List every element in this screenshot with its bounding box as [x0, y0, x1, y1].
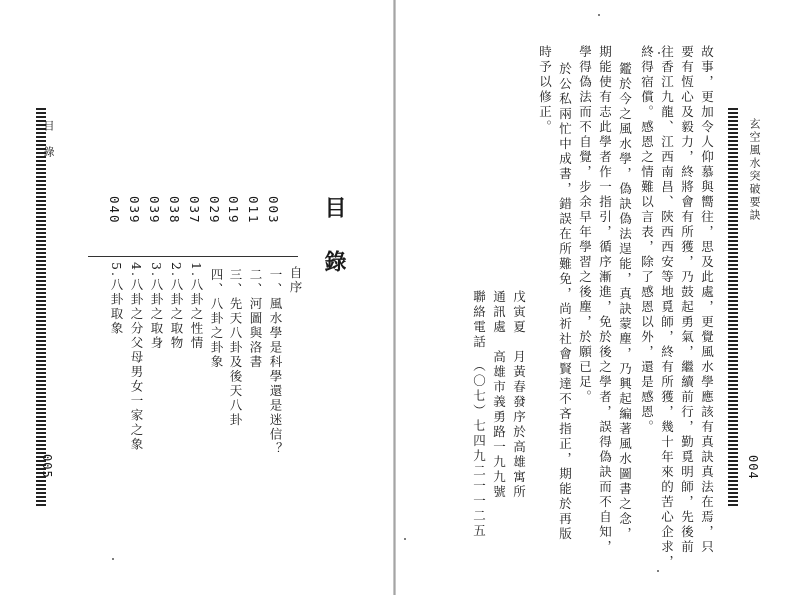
speck: [658, 52, 660, 54]
preface-column: 要有恆心及毅力，終將會有所獲，乃鼓起勇氣，繼續前行，勤覓明師，先後前: [679, 45, 695, 555]
toc-page-number: 039: [127, 196, 142, 225]
toc-page-number: 038: [167, 196, 182, 225]
toc-page-number: 037: [187, 196, 202, 225]
right-side-tab: 玄空風水突破要訣: [748, 118, 761, 222]
toc-preface: 自序: [288, 266, 303, 295]
toc-heading-mu: 目: [321, 196, 347, 218]
preface-column: 終得宿償。感恩之情難以言表，除了感恩以外，還是感恩。: [639, 45, 655, 435]
left-side-tab: 目 錄: [42, 120, 55, 159]
signature-line: 聯絡電話 （〇七）七四九二一一二五: [471, 290, 487, 539]
toc-page-number: 040: [107, 196, 122, 225]
signature-line: 通訊處 高雄市義勇路一九九號: [491, 290, 507, 500]
preface-column: 鑑於今之風水學，偽訣偽法逞能，真訣蒙塵，乃興起編著風水圖書之念，: [617, 62, 633, 542]
toc-page-number: 039: [147, 196, 162, 225]
toc-page-number: 003: [266, 196, 281, 225]
right-page-number: 004: [746, 455, 760, 480]
toc-heading-lu: 錄: [321, 250, 347, 272]
toc-entry-title: 三、先天八卦及後天八卦: [228, 268, 243, 428]
toc-page-number: 019: [226, 196, 241, 225]
preface-column: 於公私兩忙中成書，錯誤在所難免，尚祈社會賢達不吝指正，期能於再版: [557, 62, 573, 542]
preface-column: 學得偽法而不自覺，步余早年學習之後塵，於願已足。: [577, 45, 593, 405]
signature-line: 戊寅夏 月黃春發序於高雄寓所: [511, 290, 527, 500]
preface-column: 往香江九龍、江西南昌、陝西西安等地覓師，終有所獲，幾十年來的苦心企求，: [659, 45, 675, 570]
toc-entry-title: 5.八卦取象: [109, 262, 124, 336]
toc-entry-title: 3.八卦之取身: [149, 262, 164, 351]
toc-entry-title: 二、河圖與洛書: [248, 268, 263, 370]
toc-entry-title: 一、風水學是科學還是迷信？: [268, 268, 283, 457]
speck: [404, 538, 406, 540]
toc-entry-title: 四、八卦之卦象: [209, 268, 224, 370]
speck: [112, 558, 114, 560]
page-edge-left: [36, 108, 46, 508]
speck: [657, 570, 659, 572]
toc-entry-title: 1.八卦之性情: [189, 262, 204, 351]
preface-column: 故事，更加令人仰慕與嚮往，思及此處，更覺風水學應該有真訣真法在焉，只: [699, 45, 715, 555]
preface-column: 時予以修正。: [537, 45, 553, 135]
page-edge-right: [728, 108, 738, 508]
toc-entry-title: 2.八卦之取物: [169, 262, 184, 351]
speck: [598, 14, 600, 16]
preface-column: 期能使有志此學者作一指引，循序漸進，免於後之學者，誤得偽訣而不自知，: [597, 45, 613, 555]
left-page-number: 005: [40, 454, 54, 479]
toc-entry-title: 4.八卦之分父母男女一家之象: [129, 262, 144, 452]
toc-page-number: 029: [207, 196, 222, 225]
toc-page-number: 011: [246, 196, 261, 225]
toc-divider: [88, 256, 298, 257]
